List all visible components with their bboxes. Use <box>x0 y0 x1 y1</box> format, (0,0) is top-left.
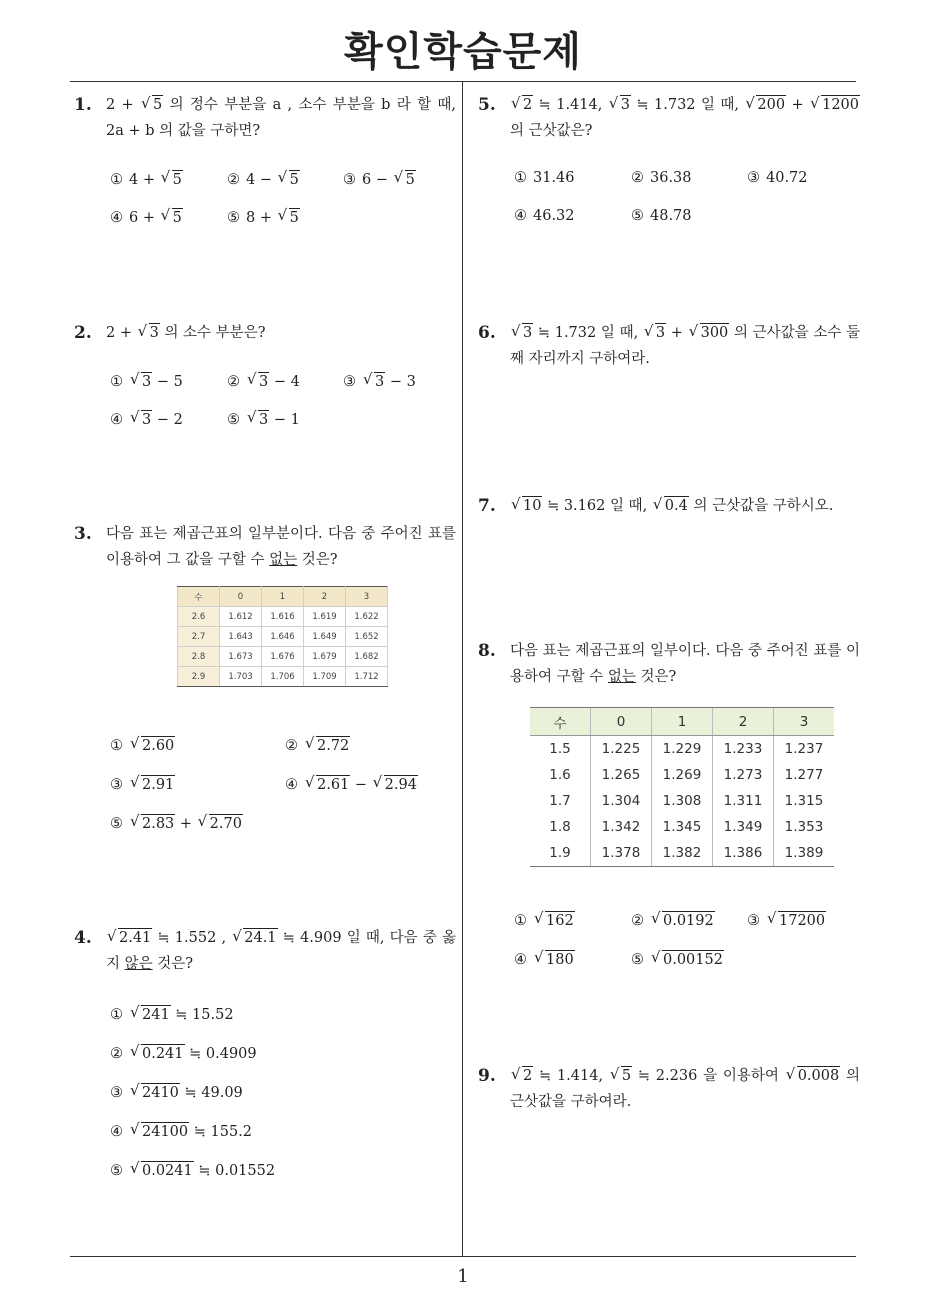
option-1[interactable]: ①√ 2.60 <box>110 736 175 755</box>
question-8 <box>478 638 860 690</box>
option-5[interactable]: ⑤√ 3 − 1 <box>227 410 300 429</box>
option-1[interactable]: ① 31.46 <box>514 170 575 186</box>
option-2[interactable]: ②√ 2.72 <box>285 736 350 755</box>
question-number: 8. <box>478 641 496 661</box>
option-2[interactable]: ② 36.38 <box>631 170 692 186</box>
question-number: 9. <box>478 1066 496 1086</box>
option-3[interactable]: ③√ 3 − 3 <box>343 372 416 391</box>
option-3[interactable]: ③ 40.72 <box>747 170 808 186</box>
option-2[interactable]: ②√ 3 − 4 <box>227 372 300 391</box>
option-3[interactable]: ③ 6 − √ 5 <box>343 170 416 189</box>
table-row: 2.9 1.703 1.706 1.709 1.712 <box>178 667 388 687</box>
question-6 <box>478 320 860 372</box>
question-number: 4. <box>74 928 92 948</box>
option-5[interactable]: ⑤ 8 + √ 5 <box>227 208 300 227</box>
option-4[interactable]: ④ 46.32 <box>514 208 575 224</box>
question-text: √ 2 ≒ 1.414, √ 3 ≒ 1.732 일 때, √ 200 + √ 1200 의 근삿값은? <box>510 92 860 144</box>
table-row: 1.8 1.342 1.345 1.349 1.353 <box>530 814 834 840</box>
question-text: 2 + √ 5 의 정수 부분을 a , 소수 부분을 b 라 할 때, 2a + b 의 값을 구하면? <box>106 92 456 144</box>
question-text: 2 + √ 3 의 소수 부분은? <box>106 320 456 346</box>
question-number: 7. <box>478 496 496 516</box>
option-3[interactable]: ③√ 2.91 <box>110 775 175 794</box>
option-5[interactable]: ⑤√ 0.0241 ≒ 0.01552 <box>110 1161 275 1180</box>
top-divider <box>70 81 856 82</box>
question-text: √ 3 ≒ 1.732 일 때, √ 3 + √ 300 의 근사값을 소수 둘째 자리까지 구하여라. <box>510 320 860 372</box>
option-3[interactable]: ③√ 2410 ≒ 49.09 <box>110 1083 243 1102</box>
option-1[interactable]: ①√ 241 ≒ 15.52 <box>110 1005 234 1024</box>
question-7 <box>478 493 860 519</box>
question-5 <box>478 92 860 144</box>
square-root-table <box>177 586 388 687</box>
question-text: 다음 표는 제곱근표의 일부분이다. 다음 중 주어진 표를 이용하여 그 값을 구할 수 없는 것은? <box>106 526 456 568</box>
option-4[interactable]: ④√ 180 <box>514 950 575 969</box>
question-text: 다음 표는 제곱근표의 일부이다. 다음 중 주어진 표를 이용하여 구할 수 없는 것은? <box>510 643 860 685</box>
table-header-row: 수 0 1 2 3 <box>530 708 834 736</box>
option-4[interactable]: ④ 6 + √ 5 <box>110 208 183 227</box>
option-2[interactable]: ②√ 0.0192 <box>631 911 715 930</box>
option-4[interactable]: ④√ 24100 ≒ 155.2 <box>110 1122 252 1141</box>
option-1[interactable]: ①√ 162 <box>514 911 575 930</box>
table-row: 1.5 1.225 1.229 1.233 1.237 <box>530 736 834 763</box>
option-5[interactable]: ⑤√ 2.83 + √ 2.70 <box>110 814 243 833</box>
table-row: 1.9 1.378 1.382 1.386 1.389 <box>530 840 834 867</box>
option-5[interactable]: ⑤ 48.78 <box>631 208 692 224</box>
option-1[interactable]: ① 4 + √ 5 <box>110 170 183 189</box>
table-header-row: 수 0 1 2 3 <box>178 587 388 607</box>
table-row: 2.7 1.643 1.646 1.649 1.652 <box>178 627 388 647</box>
option-2[interactable]: ② 4 − √ 5 <box>227 170 300 189</box>
question-1 <box>74 92 456 144</box>
table-row: 2.8 1.673 1.676 1.679 1.682 <box>178 647 388 667</box>
question-text: √ 10 ≒ 3.162 일 때, √ 0.4 의 근삿값을 구하시오. <box>510 493 860 519</box>
question-3 <box>74 521 456 573</box>
option-5[interactable]: ⑤√ 0.00152 <box>631 950 724 969</box>
question-9 <box>478 1063 860 1115</box>
page-number: 1 <box>457 1266 469 1287</box>
option-2[interactable]: ②√ 0.241 ≒ 0.4909 <box>110 1044 257 1063</box>
question-number: 3. <box>74 524 92 544</box>
question-number: 2. <box>74 323 92 343</box>
question-text: √ 2 ≒ 1.414, √ 5 ≒ 2.236 을 이용하여 √ 0.008 의 근삿값을 구하여라. <box>510 1063 860 1115</box>
question-4 <box>74 925 456 977</box>
column-divider <box>462 82 463 1256</box>
page-title: 확인학습문제 <box>344 29 582 75</box>
bottom-divider <box>70 1256 856 1257</box>
option-3[interactable]: ③√ 17200 <box>747 911 826 930</box>
question-text: √ 2.41 ≒ 1.552 , √ 24.1 ≒ 4.909 일 때, 다음 중 옳지 않은 것은? <box>106 925 456 977</box>
option-4[interactable]: ④√ 3 − 2 <box>110 410 183 429</box>
question-number: 1. <box>74 95 92 115</box>
option-4[interactable]: ④√ 2.61 − √ 2.94 <box>285 775 418 794</box>
question-2 <box>74 320 456 346</box>
table-row: 1.7 1.304 1.308 1.311 1.315 <box>530 788 834 814</box>
square-root-table <box>530 707 834 867</box>
question-number: 6. <box>478 323 496 343</box>
question-number: 5. <box>478 95 496 115</box>
table-row: 2.6 1.612 1.616 1.619 1.622 <box>178 607 388 627</box>
option-1[interactable]: ①√ 3 − 5 <box>110 372 183 391</box>
table-row: 1.6 1.265 1.269 1.273 1.277 <box>530 762 834 788</box>
